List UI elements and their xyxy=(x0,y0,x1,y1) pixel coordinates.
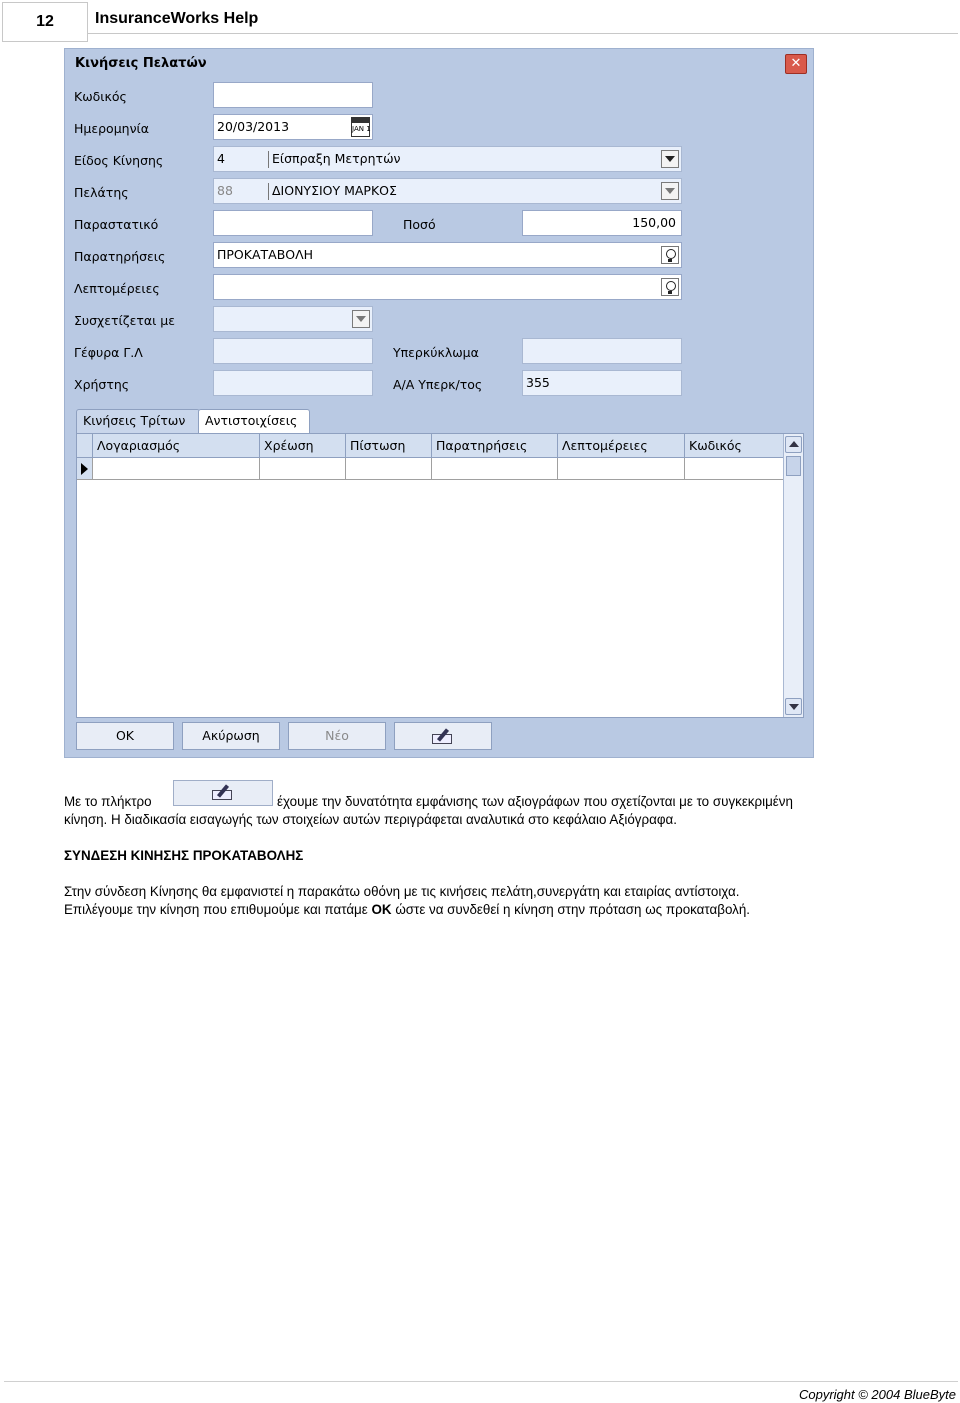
column-header[interactable]: Κωδικός xyxy=(684,434,783,457)
table-cell[interactable] xyxy=(557,458,684,479)
page-title: InsuranceWorks Help xyxy=(95,10,259,27)
document-field[interactable] xyxy=(213,210,373,236)
movements-grid xyxy=(76,433,804,718)
vertical-scrollbar[interactable] xyxy=(783,434,803,717)
ok-emphasis: OK xyxy=(371,902,392,917)
overcycle-no-label: Α/Α Υπερκ/τος xyxy=(393,377,483,392)
customer-name: ΔΙΟΝΥΣΙΟΥ ΜΑΡΚΟΣ xyxy=(272,183,397,198)
chevron-down-icon[interactable] xyxy=(352,310,370,328)
details-field[interactable] xyxy=(213,274,682,300)
column-header[interactable]: Χρέωση xyxy=(259,434,345,457)
body-line-1-end: έχουμε την δυνατότητα εμφάνισης των αξιογράφων που σχετίζονται με το συγκεκριμένη xyxy=(277,794,793,809)
edit-document-icon xyxy=(212,785,234,801)
column-header[interactable]: Παρατηρήσεις xyxy=(431,434,557,457)
window-title: Κινήσεις Πελατών xyxy=(75,56,207,71)
column-header[interactable]: Λεπτομέρειες xyxy=(557,434,684,457)
code-field[interactable] xyxy=(213,82,373,108)
table-cell[interactable] xyxy=(259,458,345,479)
table-cell[interactable] xyxy=(431,458,557,479)
movement-type-label: Είδος Κίνησης xyxy=(74,153,164,168)
tab-third-party-movements[interactable]: Κινήσεις Τρίτων xyxy=(76,409,200,433)
customer-label: Πελάτης xyxy=(74,185,129,200)
customer-select[interactable] xyxy=(213,178,682,204)
table-cell[interactable] xyxy=(684,458,783,479)
body-line-3: Στην σύνδεση Κίνησης θα εμφανιστεί η παρακάτω οθόνη με τις κινήσεις πελάτη,συνεργάτη και εταιρίας αντίστοιχα. xyxy=(64,884,740,899)
scroll-up-icon[interactable] xyxy=(785,436,802,453)
page-number: 12 xyxy=(2,2,88,42)
table-row[interactable] xyxy=(77,458,783,480)
edit-document-icon xyxy=(432,729,454,745)
securities-button[interactable] xyxy=(394,722,492,750)
copyright-footer: Copyright © 2004 BlueByte xyxy=(798,1387,956,1402)
bridge-label: Γέφυρα Γ.Λ xyxy=(74,345,143,360)
grid-header xyxy=(77,434,783,458)
field-separator xyxy=(268,151,269,168)
movement-name: Είσπραξη Μετρητών xyxy=(272,151,401,166)
field-separator xyxy=(268,183,269,200)
footer-divider xyxy=(4,1381,958,1382)
details-label: Λεπτομέρειες xyxy=(74,281,160,296)
movement-code: 4 xyxy=(217,151,225,166)
overcycle-field[interactable] xyxy=(522,338,682,364)
code-label: Κωδικός xyxy=(74,89,127,104)
lightbulb-icon[interactable] xyxy=(661,278,679,296)
related-label: Συσχετίζεται με xyxy=(74,313,176,328)
new-button[interactable]: Νέο xyxy=(288,722,386,750)
customer-code: 88 xyxy=(217,183,233,198)
date-field[interactable] xyxy=(213,114,373,140)
document-label: Παραστατικό xyxy=(74,217,159,232)
chevron-down-icon[interactable] xyxy=(661,150,679,168)
close-button[interactable]: ✕ xyxy=(785,54,807,74)
column-header[interactable]: Πίστωση xyxy=(345,434,431,457)
amount-field[interactable]: 150,00 xyxy=(522,210,682,236)
customer-movements-window xyxy=(64,48,814,758)
securities-inline-button xyxy=(173,780,273,806)
user-field[interactable] xyxy=(213,370,373,396)
body-line-4: Επιλέγουμε την κίνηση που επιθυμούμε και πατάμε OK ώστε να συνδεθεί η κίνηση στην πρόταση ως προκαταβολή. xyxy=(64,902,751,917)
amount-label: Ποσό xyxy=(403,217,436,232)
cancel-button[interactable]: Ακύρωση xyxy=(182,722,280,750)
calendar-icon[interactable]: JAN 1 xyxy=(351,117,370,137)
body-line-1-start: Με το πλήκτρο xyxy=(64,794,152,809)
remarks-value: ΠΡΟΚΑΤΑΒΟΛΗ xyxy=(217,247,314,262)
tab-matchings[interactable]: Αντιστοιχίσεις xyxy=(198,409,310,433)
lightbulb-icon[interactable] xyxy=(661,246,679,264)
header-divider xyxy=(88,33,958,34)
ok-button[interactable]: OK xyxy=(76,722,174,750)
movement-type-select[interactable] xyxy=(213,146,682,172)
table-cell[interactable] xyxy=(92,458,259,479)
scroll-down-icon[interactable] xyxy=(785,698,802,715)
bridge-field[interactable] xyxy=(213,338,373,364)
overcycle-no-field[interactable]: 355 xyxy=(522,370,682,396)
scroll-thumb[interactable] xyxy=(786,456,801,476)
related-select[interactable] xyxy=(213,306,373,332)
table-cell[interactable] xyxy=(345,458,431,479)
overcycle-label: Υπερκύκλωμα xyxy=(393,345,479,360)
remarks-field[interactable] xyxy=(213,242,682,268)
column-header[interactable]: Λογαριασμός xyxy=(92,434,259,457)
section-heading: ΣΥΝΔΕΣΗ ΚΙΝΗΣΗΣ ΠΡΟΚΑΤΑΒΟΛΗΣ xyxy=(64,848,304,863)
chevron-down-icon[interactable] xyxy=(661,182,679,200)
remarks-label: Παρατηρήσεις xyxy=(74,249,166,264)
date-label: Ημερομηνία xyxy=(74,121,150,136)
user-label: Χρήστης xyxy=(74,377,130,392)
body-line-2: κίνηση. Η διαδικασία εισαγωγής των στοιχείων αυτών περιγράφεται αναλυτικά στο κεφάλαιο Αξιόγραφα. xyxy=(64,812,677,827)
date-value: 20/03/2013 xyxy=(217,119,290,134)
